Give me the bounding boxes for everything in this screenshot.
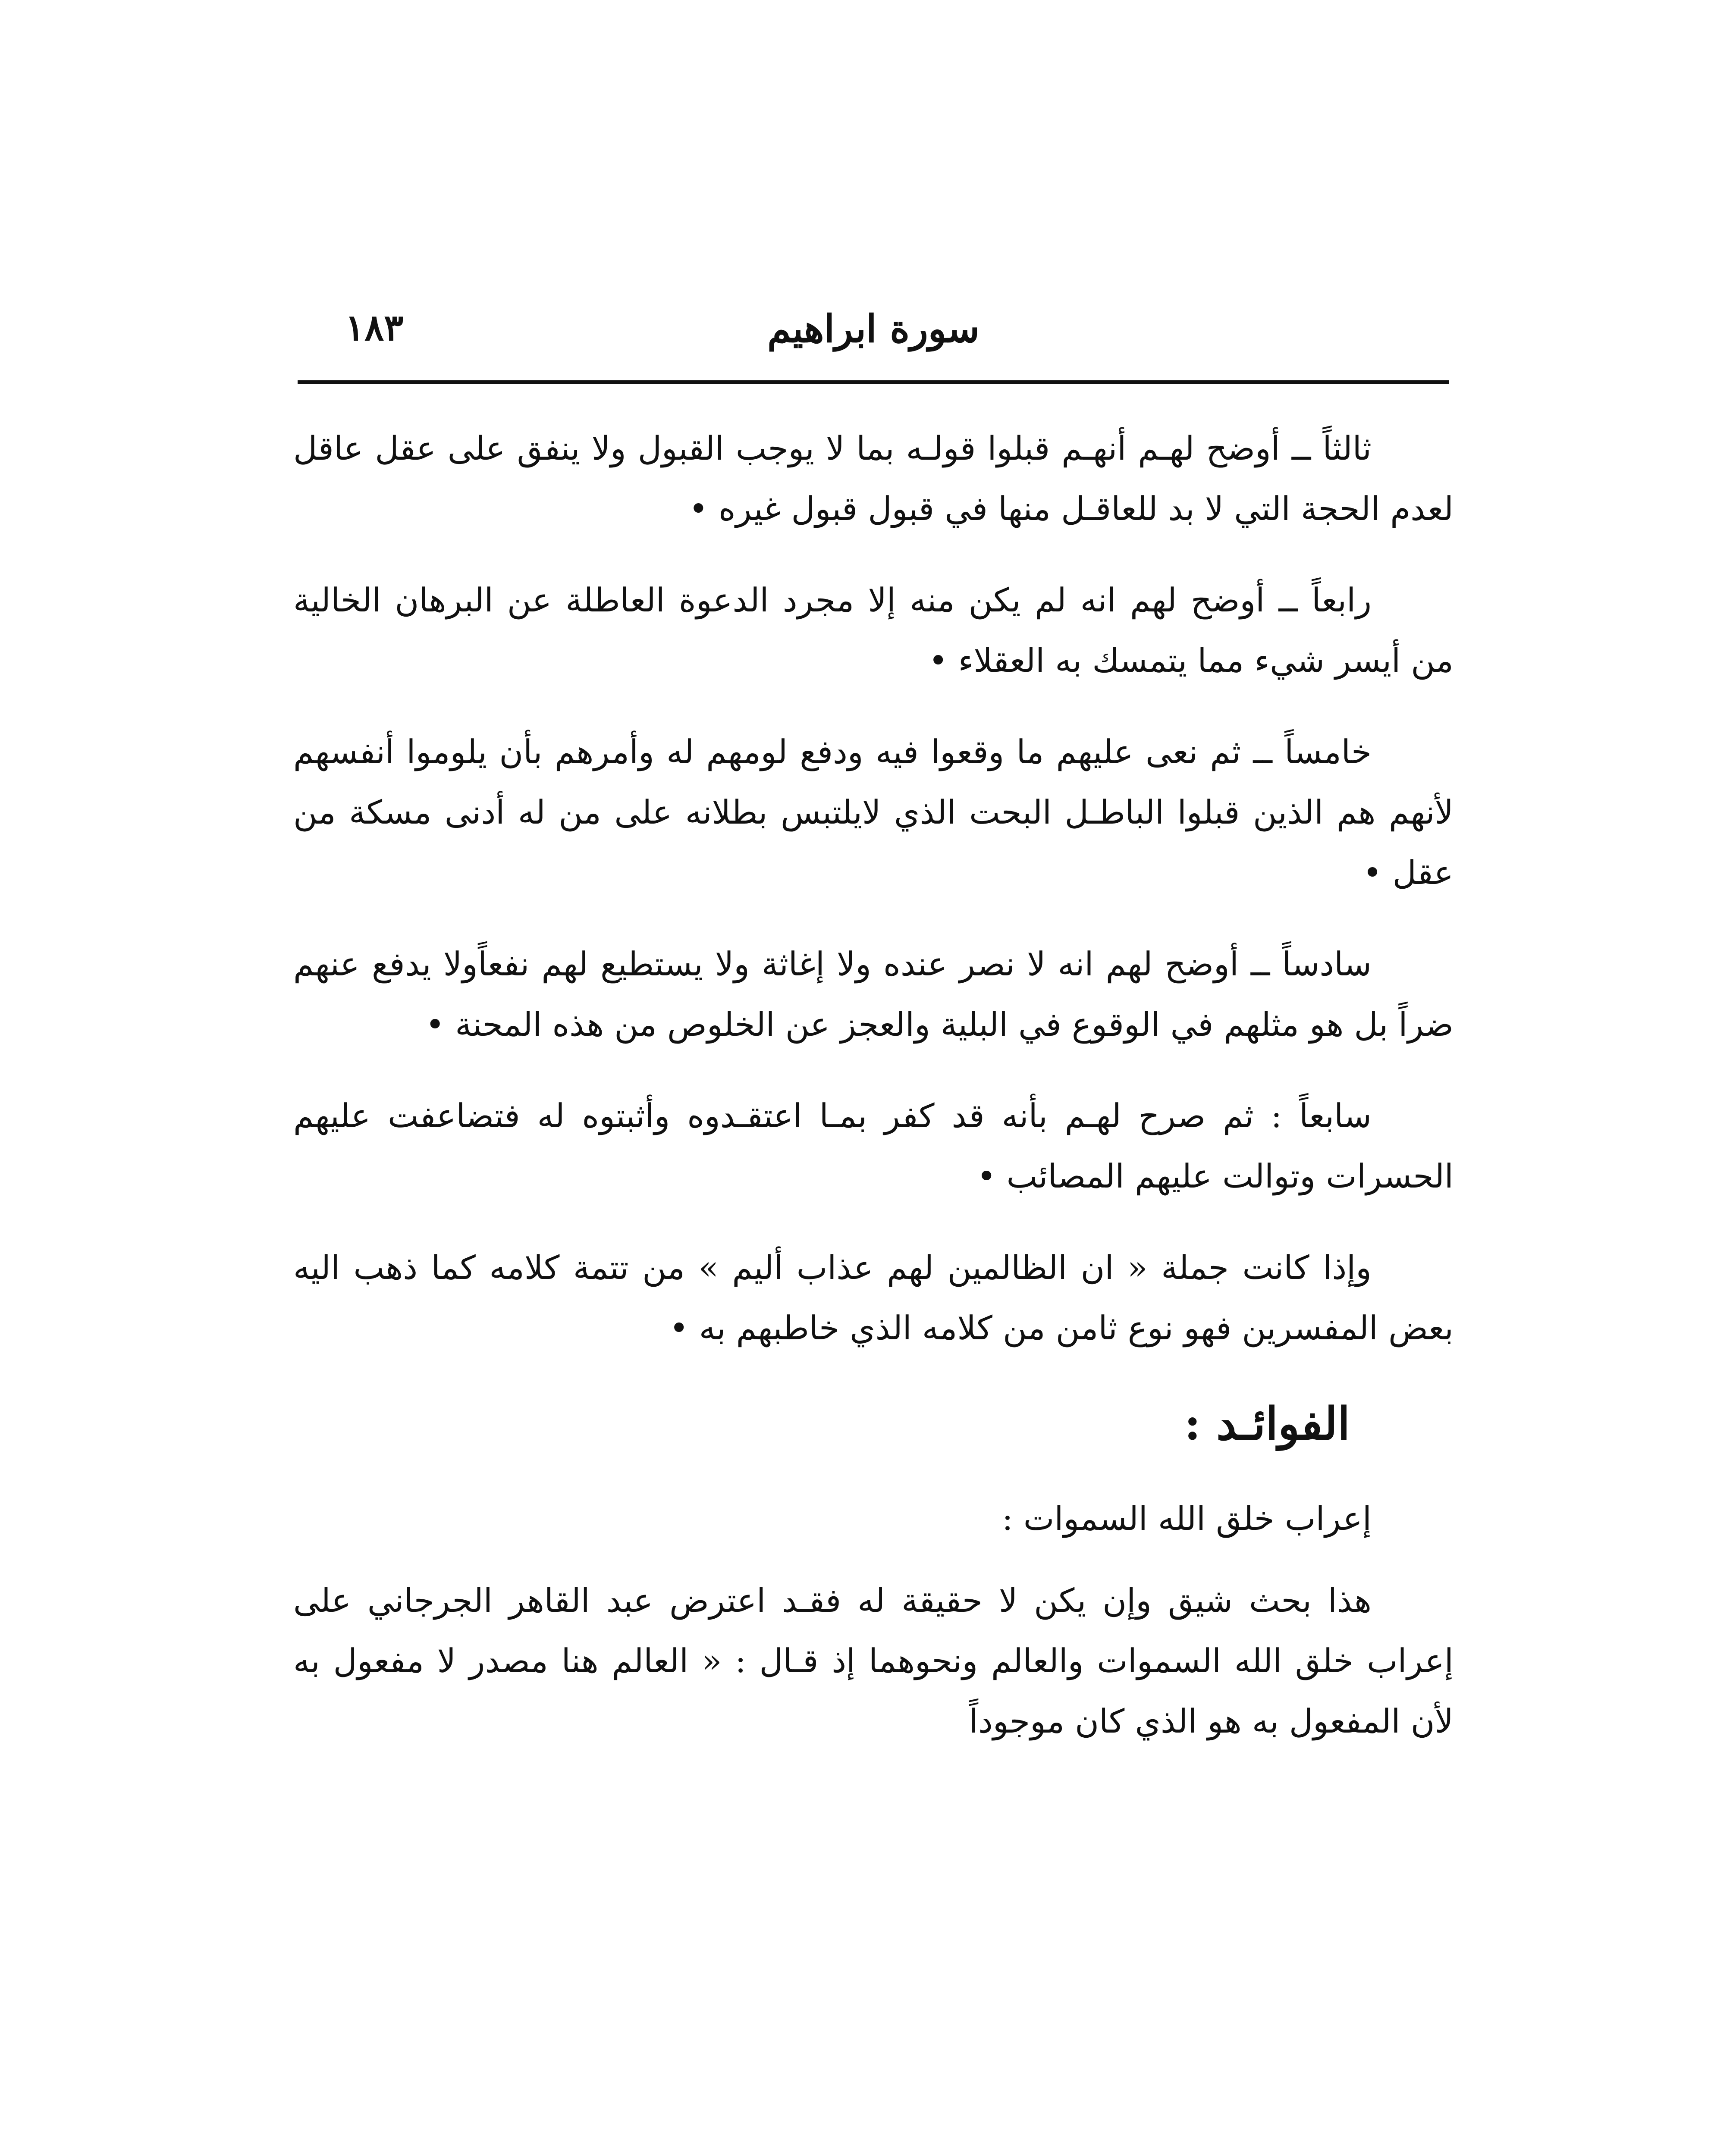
paragraph-eighth-note: وإذا كانت جملة « ان الظالمين لهم عذاب أليم » من تتمة كلامه كما ذهب اليه بعض المفسرين فهو نوع ثامن من كلامه الذي خاطبهم به • [293,1248,1453,1347]
page-header [298,302,1449,384]
header-rule [298,380,1449,384]
paragraph-fourth: رابعاً ــ أوضح لهم انه لم يكن منه إلا مجرد الدعوة العاطلة عن البرهان الخالية من أيسر شيء مما يتمسك به العقلاء • [293,581,1453,680]
page-number: ١٨٣ [345,306,404,349]
section-subheading: إعراب خلق الله السموات : [1002,1499,1372,1538]
paragraph-sixth: سادساً ــ أوضح لهم انه لا نصر عنده ولا إغاثة ولا يستطيع لهم نفعاًولا يدفع عنهم ضراً بل هو مثلهم في الوقوع في البلية والعجز عن الخلوص من هذه المحنة • [293,945,1453,1044]
paragraph-seventh: سابعاً : ثم صرح لهـم بأنه قد كفر بمـا اعتقـدوه وأثبتوه له فتضاعفت عليهم الحسرات وتوالت عليهم المصائب • [293,1097,1453,1195]
section-paragraph: هذا بحث شيق وإن يكن لا حقيقة له فقـد اعترض عبد القاهر الجرجاني على إعراب خلق الله السموات والعالم ونحوهما إذ قـال : « العالم هنا مصدر لا مفعول به لأن المفعول به هو الذي كان موجوداً [293,1581,1453,1740]
paragraph-third: ثالثاً ــ أوضح لهـم أنهـم قبلوا قولـه بما لا يوجب القبول ولا ينفق على عقل عاقل لعدم الحجة التي لا بد للعاقـل منها في قبول قبول غيره • [293,429,1453,528]
running-title: سورة ابراهيم [767,306,979,351]
page-body [293,418,1453,1752]
section-heading: الفوائـد : [1184,1397,1350,1450]
paragraph-fifth: خامساً ــ ثم نعى عليهم ما وقعوا فيه ودفع لومهم له وأمرهم بأن يلوموا أنفسهم لأنهم هم الذين قبلوا الباطـل البحت الذي لايلتبس بطلانه على من له أدنى مسكة من عقل • [293,733,1453,892]
